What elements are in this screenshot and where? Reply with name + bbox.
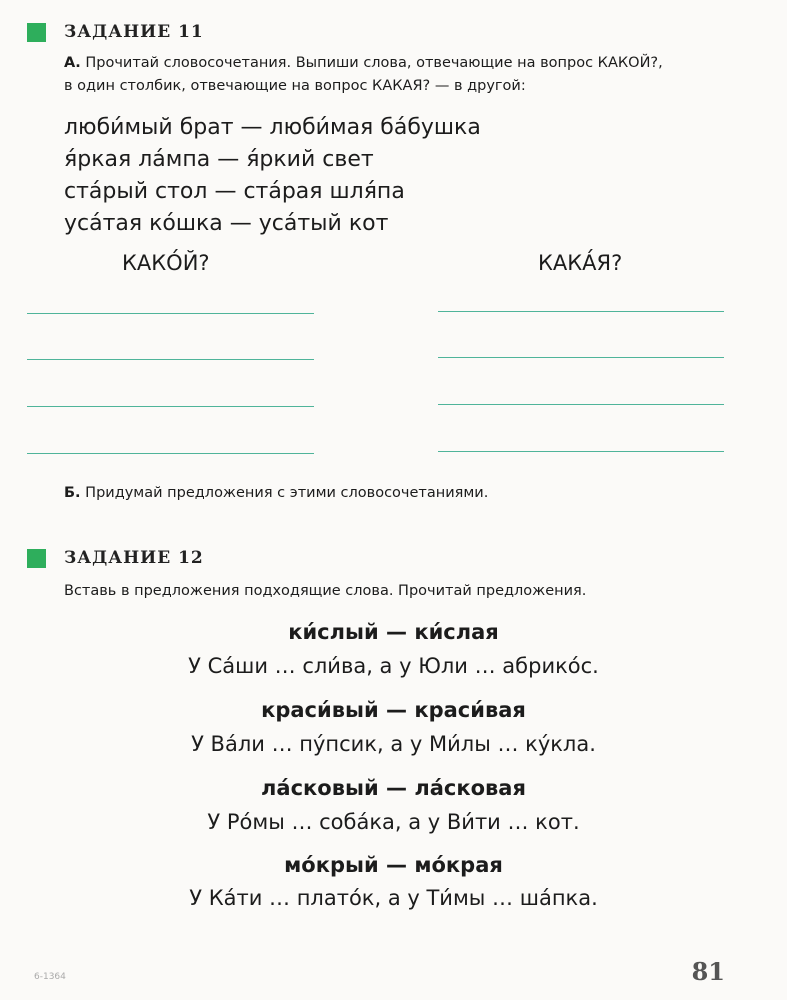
writing-line-left-1[interactable] <box>27 313 314 314</box>
phrase-list <box>64 112 481 240</box>
fill-in-sentence: У Ка́ти … плато́к, а у Ти́мы … ша́пка. <box>189 886 598 910</box>
task11-title: ЗАДАНИЕ 11 <box>64 22 204 42</box>
part-a-line1: Прочитай словосочетания. Выпиши слова, отвечающие на вопрос КАКОЙ?, <box>85 55 663 71</box>
writing-line-right-2[interactable] <box>438 357 724 358</box>
part-b-label: Б. <box>64 485 81 501</box>
word-pair: мо́крый — мо́края <box>284 853 503 877</box>
writing-line-left-4[interactable] <box>27 453 314 454</box>
word-pair: ки́слый — ки́слая <box>288 620 499 644</box>
fill-in-sentence: У Ва́ли … пу́псик, а у Ми́лы … ку́кла. <box>191 732 596 756</box>
word-pair: ла́сковый — ла́сковая <box>261 776 526 800</box>
part-b-text: Придумай предложения с этими словосочетаниями. <box>85 485 489 501</box>
fill-in-sentence: У Са́ши … сли́ва, а у Юли … абрико́с. <box>188 654 599 678</box>
task11-part-a-instruction <box>64 52 754 98</box>
page-number: 81 <box>691 957 725 986</box>
writing-line-right-3[interactable] <box>438 404 724 405</box>
word-pair: краси́вый — краси́вая <box>261 698 526 722</box>
task12-instruction: Вставь в предложения подходящие слова. Прочитай предложения. <box>64 583 587 599</box>
writing-line-left-2[interactable] <box>27 359 314 360</box>
column-heading-kakoi: КАКО́Й? <box>122 251 210 275</box>
fill-in-sentence: У Ро́мы … соба́ка, а у Ви́ти … кот. <box>207 810 580 834</box>
writing-line-right-1[interactable] <box>438 311 724 312</box>
phrase-item: ста́рый стол — ста́рая шля́па <box>64 179 405 204</box>
part-a-line2: в один столбик, отвечающие на вопрос КАКАЯ? — в другой: <box>64 78 526 94</box>
print-code: 6-1364 <box>34 972 66 982</box>
phrase-item: уса́тая ко́шка — уса́тый кот <box>64 211 389 236</box>
column-heading-kakaya: КАКА́Я? <box>538 251 623 275</box>
part-a-label: А. <box>64 55 81 71</box>
phrase-item: люби́мый брат — люби́мая ба́бушка <box>64 115 481 140</box>
task11-marker-square <box>27 23 46 42</box>
writing-line-left-3[interactable] <box>27 406 314 407</box>
task11-part-b-instruction <box>64 482 754 505</box>
writing-line-right-4[interactable] <box>438 451 724 452</box>
task12-title: ЗАДАНИЕ 12 <box>64 548 204 568</box>
phrase-item: я́ркая ла́мпа — я́ркий свет <box>64 147 374 172</box>
task12-marker-square <box>27 549 46 568</box>
